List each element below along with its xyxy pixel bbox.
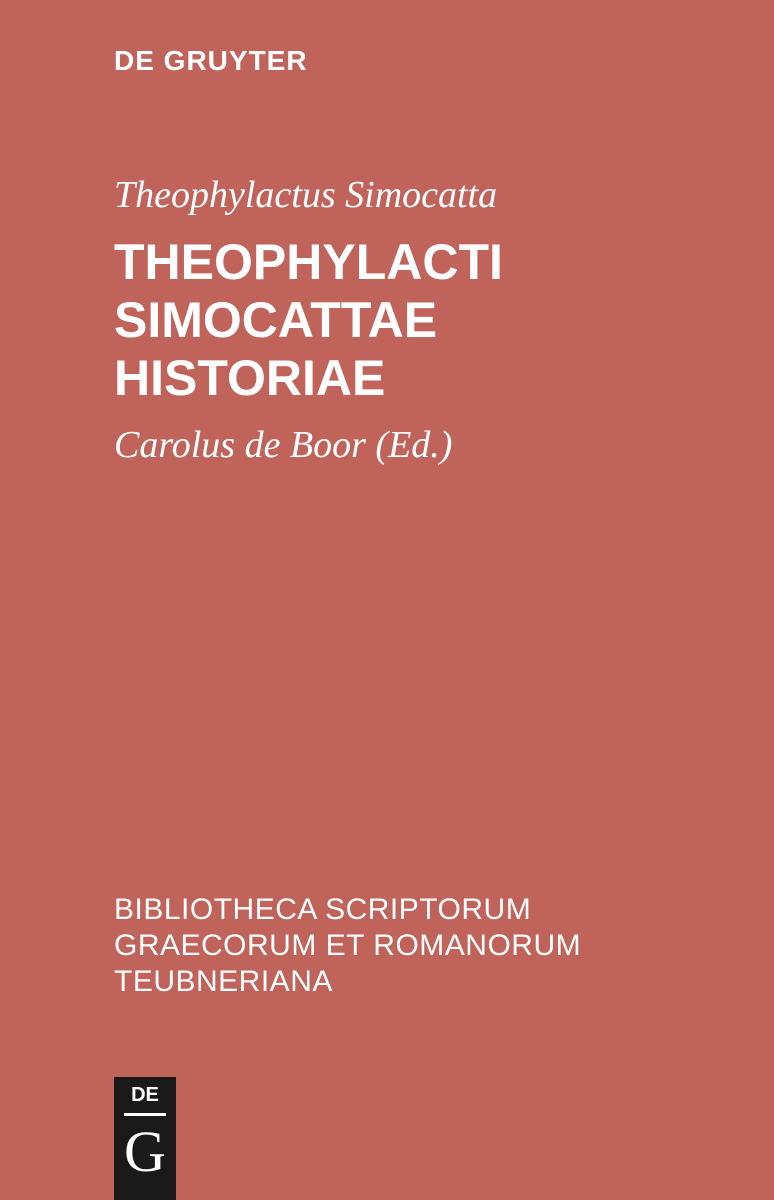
author-name: Theophylactus Simocatta xyxy=(114,174,498,216)
logo-de-text: DE xyxy=(131,1084,159,1106)
book-title xyxy=(114,233,734,407)
editor-name: Carolus de Boor (Ed.) xyxy=(114,424,453,466)
series-line: TEUBNERIANA xyxy=(114,965,333,998)
logo-divider xyxy=(124,1113,166,1116)
title-line: HISTORIAE xyxy=(114,350,386,406)
series-title xyxy=(114,892,734,1000)
series-line: BIBLIOTHECA SCRIPTORUM xyxy=(114,893,532,926)
publisher-name: DE GRUYTER xyxy=(114,45,308,76)
publisher-logo xyxy=(114,1077,176,1200)
title-line: THEOPHYLACTI xyxy=(114,234,503,290)
title-line: SIMOCATTAE xyxy=(114,292,438,348)
logo-g-letter: G xyxy=(124,1119,166,1184)
series-line: GRAECORUM ET ROMANORUM xyxy=(114,929,582,962)
